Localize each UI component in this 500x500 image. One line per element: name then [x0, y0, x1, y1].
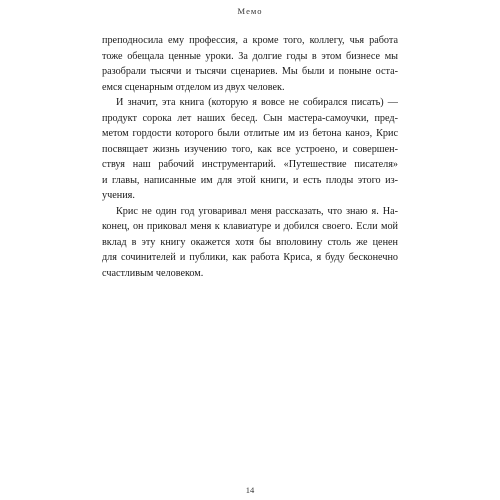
text-line: конец, он приковал меня к клавиатуре и добился своего. Если мой: [102, 221, 398, 232]
text-line: метом гордости которого были отлитые им из бетона каноэ, Крис: [102, 128, 398, 139]
text-line: ствуя наш рабочий инструментарий. «Путешествие писателя»: [102, 159, 398, 170]
text-line: И значит, эта книга (которую я вовсе не собирался писать) —: [116, 97, 398, 108]
text-line: продукт сорока лет наших бесед. Сын мастера-самоучки, пред-: [102, 112, 398, 124]
text-line: учения.: [102, 190, 135, 201]
text-line: вклад в эту книгу окажется хотя бы вполовину столь же ценен: [102, 236, 398, 248]
text-line: посвящает жизнь изучению того, как все устроено, и совершен-: [102, 143, 398, 155]
text-line: и главы, написанные им для этой книги, и есть плоды этого из-: [102, 174, 398, 186]
text-line: счастливым человеком.: [102, 267, 204, 279]
text-line: преподносила ему профессия, а кроме того, коллегу, чья работа: [102, 35, 398, 46]
text-line: для сочинителей и публики, как работа Криса, я буду бесконечно: [102, 252, 398, 263]
text-line: Крис не один год уговаривал меня рассказать, что знаю я. На-: [116, 205, 398, 217]
text-line: разобрали тысячи и тысячи сценариев. Мы были и поныне оста-: [102, 66, 398, 77]
text-block: [102, 33, 398, 281]
running-head: Meмo: [237, 6, 263, 16]
text-line: емся сценарным отделом из двух человек.: [102, 81, 285, 93]
text-line: тоже обещала ценные уроки. За долгие годы в этом бизнесе мы: [102, 50, 398, 62]
page-number: 14: [245, 485, 255, 495]
